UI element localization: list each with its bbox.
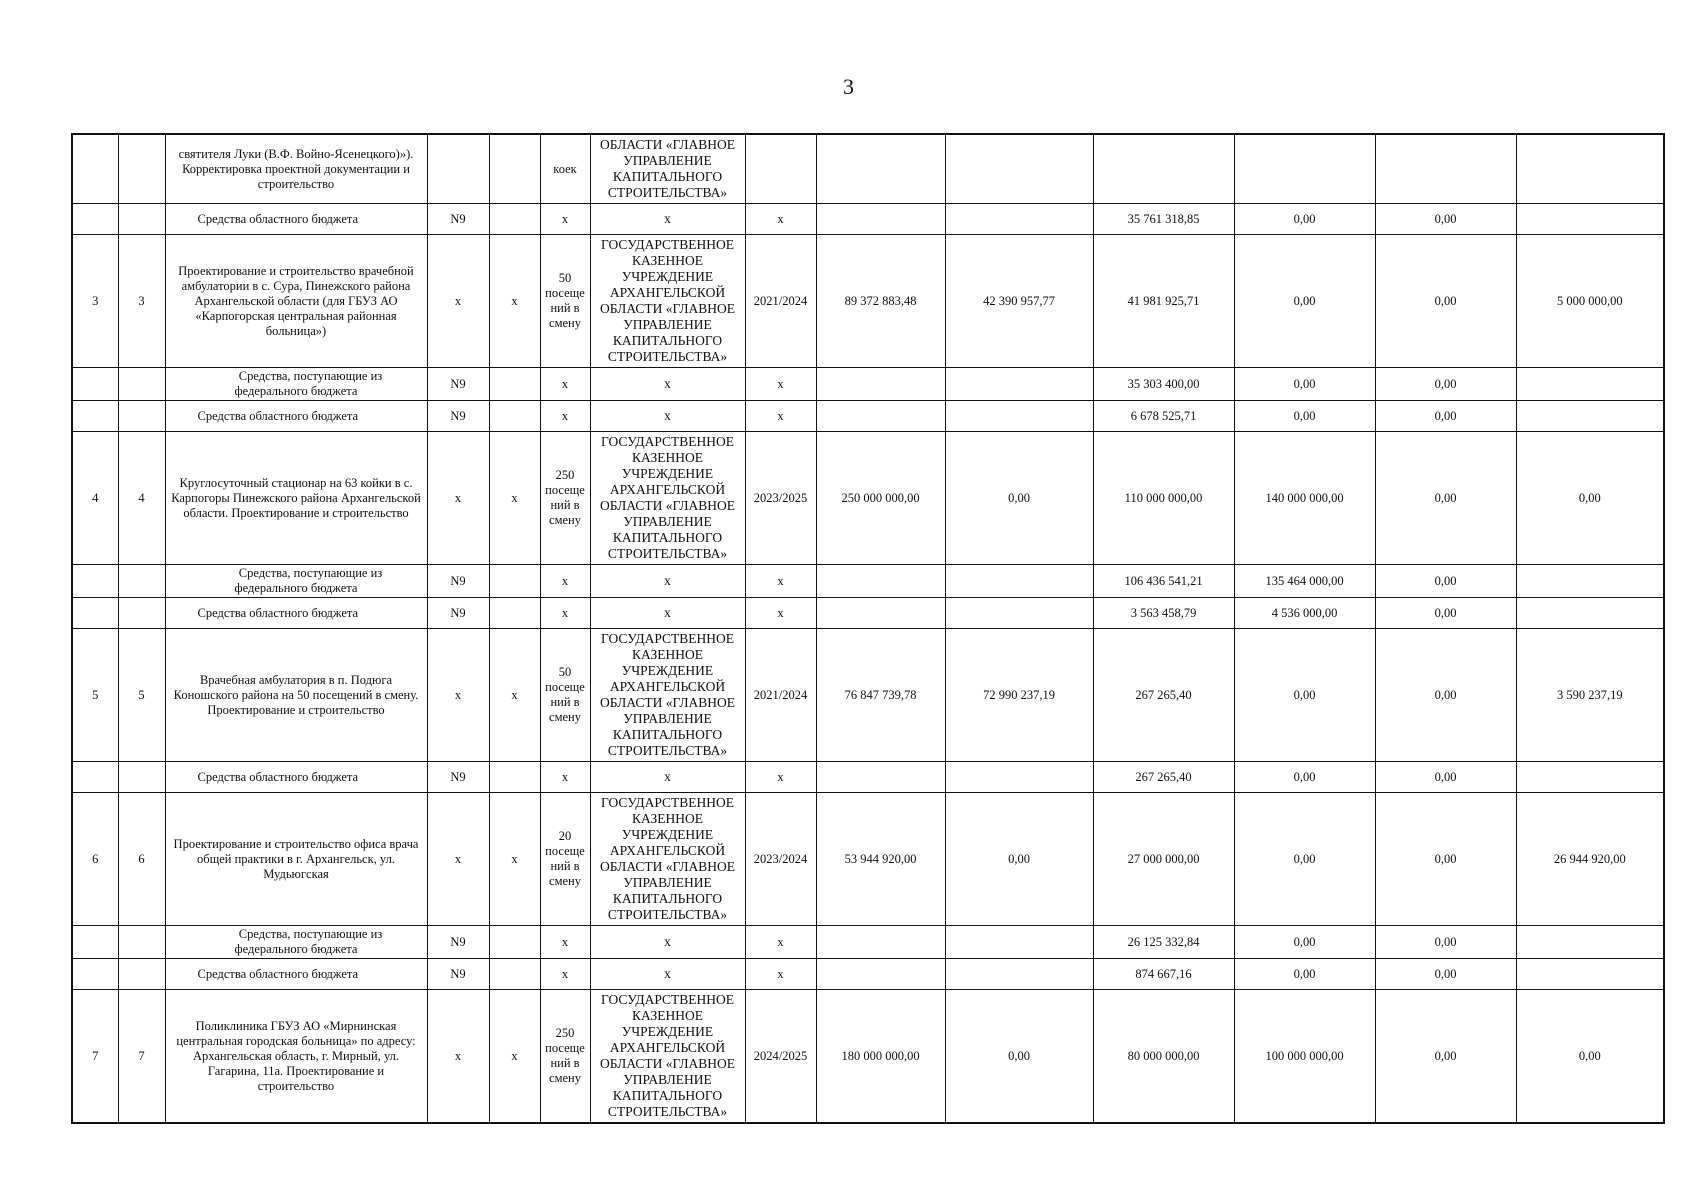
mark-cell [489,204,540,235]
mark-cell [489,368,540,401]
total-cost-cell [816,762,945,793]
project-row [72,990,1664,1124]
project-number-cell [118,401,165,432]
year3-amount-cell: 0,00 [1375,793,1516,926]
code-cell: x [427,990,489,1124]
capacity-cell: x [540,204,590,235]
year1-amount-cell: 26 125 332,84 [1093,926,1234,959]
description-cell: Круглосуточный стационар на 63 койки в с. Карпогоры Пинежского района Архангельской области. Проектирование и строительство [165,432,427,565]
period-cell: x [745,204,816,235]
capacity-cell: x [540,598,590,629]
description-cell [165,565,427,598]
funding-source-line1: Средства, поступающие из [238,369,383,383]
page-number: 3 [843,74,854,99]
total-cost-cell [816,565,945,598]
capacity-cell: 50 посещений в смену [540,629,590,762]
row-number-cell: 7 [72,990,118,1124]
remaining-cell: 0,00 [1516,990,1664,1124]
remaining-cell [1516,565,1664,598]
funding-source-line2: федерального бюджета [234,384,358,398]
spent-cell: 0,00 [945,990,1093,1124]
year1-amount-cell: 35 761 318,85 [1093,204,1234,235]
year3-amount-cell: 0,00 [1375,762,1516,793]
row-number-cell: 3 [72,235,118,368]
spent-cell [945,401,1093,432]
spent-cell [945,134,1093,204]
row-number-cell: 6 [72,793,118,926]
project-row [72,629,1664,762]
funding-source-line2: федерального бюджета [234,581,358,595]
code-cell: N9 [427,598,489,629]
description-cell: Средства областного бюджета [165,204,427,235]
year3-amount-cell: 0,00 [1375,959,1516,990]
mark-cell: x [489,235,540,368]
total-cost-cell [816,368,945,401]
year2-amount-cell: 140 000 000,00 [1234,432,1375,565]
mark-cell: x [489,990,540,1124]
year1-amount-cell: 267 265,40 [1093,629,1234,762]
capacity-cell: 250 посещений в смену [540,432,590,565]
row-number-cell [72,368,118,401]
spent-cell [945,598,1093,629]
period-cell: x [745,368,816,401]
mark-cell: x [489,432,540,565]
code-cell: x [427,793,489,926]
row-number-cell [72,134,118,204]
spent-cell [945,926,1093,959]
funding-row [72,401,1664,432]
period-cell: x [745,959,816,990]
row-number-cell [72,565,118,598]
capacity-cell: x [540,368,590,401]
year2-amount-cell: 0,00 [1234,959,1375,990]
year1-amount-cell: 3 563 458,79 [1093,598,1234,629]
mark-cell [489,565,540,598]
organization-cell: x [590,959,745,990]
mark-cell [489,959,540,990]
period-cell: x [745,926,816,959]
capacity-cell: x [540,959,590,990]
code-cell: N9 [427,926,489,959]
year3-amount-cell: 0,00 [1375,204,1516,235]
funding-row [72,959,1664,990]
organization-cell: x [590,926,745,959]
spent-cell [945,959,1093,990]
project-number-cell [118,134,165,204]
mark-cell [489,134,540,204]
project-number-cell: 5 [118,629,165,762]
code-cell: N9 [427,368,489,401]
row-number-cell [72,959,118,990]
description-cell: Средства областного бюджета [165,959,427,990]
year1-amount-cell: 80 000 000,00 [1093,990,1234,1124]
mark-cell [489,401,540,432]
year2-amount-cell: 135 464 000,00 [1234,565,1375,598]
year2-amount-cell: 0,00 [1234,204,1375,235]
funding-row [72,598,1664,629]
description-cell: Врачебная амбулатория в п. Подюга Коношского района на 50 посещений в смену. Проектирование и строительство [165,629,427,762]
remaining-cell: 26 944 920,00 [1516,793,1664,926]
continuation-row [72,134,1664,204]
capacity-cell: x [540,401,590,432]
organization-cell: ГОСУДАРСТВЕННОЕ КАЗЕННОЕ УЧРЕЖДЕНИЕ АРХАНГЕЛЬСКОЙ ОБЛАСТИ «ГЛАВНОЕ УПРАВЛЕНИЕ КАПИТАЛЬНОГО СТРОИТЕЛЬСТВА» [590,629,745,762]
spent-cell: 0,00 [945,432,1093,565]
description-cell [165,368,427,401]
total-cost-cell: 89 372 883,48 [816,235,945,368]
total-cost-cell: 250 000 000,00 [816,432,945,565]
year2-amount-cell: 0,00 [1234,629,1375,762]
total-cost-cell [816,204,945,235]
year2-amount-cell: 0,00 [1234,368,1375,401]
year3-amount-cell [1375,134,1516,204]
mark-cell: x [489,629,540,762]
project-number-cell [118,926,165,959]
year2-amount-cell: 0,00 [1234,762,1375,793]
period-cell: x [745,598,816,629]
year2-amount-cell: 100 000 000,00 [1234,990,1375,1124]
organization-cell: ГОСУДАРСТВЕННОЕ КАЗЕННОЕ УЧРЕЖДЕНИЕ АРХАНГЕЛЬСКОЙ ОБЛАСТИ «ГЛАВНОЕ УПРАВЛЕНИЕ КАПИТАЛЬНОГО СТРОИТЕЛЬСТВА» [590,432,745,565]
spent-cell [945,204,1093,235]
total-cost-cell: 180 000 000,00 [816,990,945,1124]
year2-amount-cell: 0,00 [1234,235,1375,368]
code-cell: N9 [427,401,489,432]
remaining-cell [1516,959,1664,990]
row-number-cell [72,598,118,629]
organization-cell: x [590,598,745,629]
row-number-cell: 4 [72,432,118,565]
year1-amount-cell: 106 436 541,21 [1093,565,1234,598]
year1-amount-cell [1093,134,1234,204]
total-cost-cell [816,134,945,204]
funding-row [72,204,1664,235]
year1-amount-cell: 6 678 525,71 [1093,401,1234,432]
remaining-cell: 5 000 000,00 [1516,235,1664,368]
organization-cell: ГОСУДАРСТВЕННОЕ КАЗЕННОЕ УЧРЕЖДЕНИЕ АРХАНГЕЛЬСКОЙ ОБЛАСТИ «ГЛАВНОЕ УПРАВЛЕНИЕ КАПИТАЛЬНОГО СТРОИТЕЛЬСТВА» [590,990,745,1124]
total-cost-cell: 76 847 739,78 [816,629,945,762]
capacity-cell: x [540,762,590,793]
spent-cell [945,565,1093,598]
year1-amount-cell: 35 303 400,00 [1093,368,1234,401]
spent-cell: 0,00 [945,793,1093,926]
mark-cell [489,926,540,959]
year1-amount-cell: 874 667,16 [1093,959,1234,990]
year3-amount-cell: 0,00 [1375,432,1516,565]
period-cell: x [745,762,816,793]
organization-cell: x [590,368,745,401]
remaining-cell [1516,598,1664,629]
description-cell: Средства областного бюджета [165,762,427,793]
description-cell [165,926,427,959]
remaining-cell [1516,368,1664,401]
funding-source-line1: Средства, поступающие из [238,566,383,580]
organization-cell: x [590,762,745,793]
year2-amount-cell: 0,00 [1234,926,1375,959]
code-cell [427,134,489,204]
code-cell: x [427,235,489,368]
year2-amount-cell: 0,00 [1234,793,1375,926]
project-row [72,235,1664,368]
remaining-cell [1516,401,1664,432]
year3-amount-cell: 0,00 [1375,235,1516,368]
year3-amount-cell: 0,00 [1375,629,1516,762]
year3-amount-cell: 0,00 [1375,990,1516,1124]
year2-amount-cell: 0,00 [1234,401,1375,432]
row-number-cell: 5 [72,629,118,762]
year3-amount-cell: 0,00 [1375,565,1516,598]
code-cell: N9 [427,959,489,990]
remaining-cell [1516,762,1664,793]
spent-cell: 72 990 237,19 [945,629,1093,762]
budget-table [71,133,1665,1124]
project-number-cell [118,762,165,793]
organization-cell: ГОСУДАРСТВЕННОЕ КАЗЕННОЕ УЧРЕЖДЕНИЕ АРХАНГЕЛЬСКОЙ ОБЛАСТИ «ГЛАВНОЕ УПРАВЛЕНИЕ КАПИТАЛЬНОГО СТРОИТЕЛЬСТВА» [590,235,745,368]
project-number-cell [118,204,165,235]
funding-row [72,762,1664,793]
remaining-cell [1516,204,1664,235]
funding-row [72,926,1664,959]
total-cost-cell [816,926,945,959]
total-cost-cell [816,401,945,432]
year3-amount-cell: 0,00 [1375,926,1516,959]
code-cell: x [427,629,489,762]
organization-cell: ОБЛАСТИ «ГЛАВНОЕ УПРАВЛЕНИЕ КАПИТАЛЬНОГО СТРОИТЕЛЬСТВА» [590,134,745,204]
code-cell: N9 [427,204,489,235]
period-cell: 2024/2025 [745,990,816,1124]
funding-row [72,368,1664,401]
project-number-cell: 6 [118,793,165,926]
row-number-cell [72,762,118,793]
description-cell: Средства областного бюджета [165,401,427,432]
year2-amount-cell: 4 536 000,00 [1234,598,1375,629]
funding-source-line2: федерального бюджета [234,942,358,956]
remaining-cell [1516,134,1664,204]
period-cell: x [745,401,816,432]
mark-cell [489,762,540,793]
capacity-cell: x [540,926,590,959]
organization-cell: ГОСУДАРСТВЕННОЕ КАЗЕННОЕ УЧРЕЖДЕНИЕ АРХАНГЕЛЬСКОЙ ОБЛАСТИ «ГЛАВНОЕ УПРАВЛЕНИЕ КАПИТАЛЬНОГО СТРОИТЕЛЬСТВА» [590,793,745,926]
capacity-cell: 20 посещений в смену [540,793,590,926]
organization-cell: x [590,401,745,432]
row-number-cell [72,204,118,235]
description-cell: Поликлиника ГБУЗ АО «Мирнинская центральная городская больница» по адресу: Архангельская область, г. Мирный, ул. Гагарина, 11а. Проектирование и строительство [165,990,427,1124]
period-cell: 2023/2024 [745,793,816,926]
year3-amount-cell: 0,00 [1375,598,1516,629]
period-cell: 2023/2025 [745,432,816,565]
period-cell: 2021/2024 [745,629,816,762]
year1-amount-cell: 27 000 000,00 [1093,793,1234,926]
project-number-cell: 7 [118,990,165,1124]
project-row [72,793,1664,926]
year3-amount-cell: 0,00 [1375,401,1516,432]
year3-amount-cell: 0,00 [1375,368,1516,401]
capacity-cell: 50 посещений в смену [540,235,590,368]
project-number-cell [118,565,165,598]
project-number-cell: 3 [118,235,165,368]
project-row [72,432,1664,565]
total-cost-cell [816,959,945,990]
code-cell: N9 [427,762,489,793]
project-number-cell [118,959,165,990]
funding-row [72,565,1664,598]
remaining-cell [1516,926,1664,959]
year1-amount-cell: 110 000 000,00 [1093,432,1234,565]
description-cell: Проектирование и строительство врачебной амбулатории в с. Сура, Пинежского района Архангельской области (для ГБУЗ АО «Карпогорская центральная районная больница») [165,235,427,368]
remaining-cell: 3 590 237,19 [1516,629,1664,762]
remaining-cell: 0,00 [1516,432,1664,565]
description-cell: святителя Луки (В.Ф. Войно-Ясенецкого)»). Корректировка проектной документации и строительство [165,134,427,204]
period-cell: 2021/2024 [745,235,816,368]
project-number-cell [118,368,165,401]
period-cell [745,134,816,204]
organization-cell: x [590,565,745,598]
total-cost-cell: 53 944 920,00 [816,793,945,926]
row-number-cell [72,401,118,432]
spent-cell: 42 390 957,77 [945,235,1093,368]
capacity-cell: коек [540,134,590,204]
period-cell: x [745,565,816,598]
project-number-cell: 4 [118,432,165,565]
description-cell: Проектирование и строительство офиса врача общей практики в г. Архангельск, ул. Мудьюгская [165,793,427,926]
funding-source-line1: Средства, поступающие из [238,927,383,941]
capacity-cell: x [540,565,590,598]
mark-cell [489,598,540,629]
total-cost-cell [816,598,945,629]
capacity-cell: 250 посещений в смену [540,990,590,1124]
spent-cell [945,368,1093,401]
code-cell: x [427,432,489,565]
year1-amount-cell: 267 265,40 [1093,762,1234,793]
spent-cell [945,762,1093,793]
project-number-cell [118,598,165,629]
year1-amount-cell: 41 981 925,71 [1093,235,1234,368]
organization-cell: x [590,204,745,235]
row-number-cell [72,926,118,959]
budget-table-body [72,134,1664,1123]
mark-cell: x [489,793,540,926]
code-cell: N9 [427,565,489,598]
description-cell: Средства областного бюджета [165,598,427,629]
year2-amount-cell [1234,134,1375,204]
